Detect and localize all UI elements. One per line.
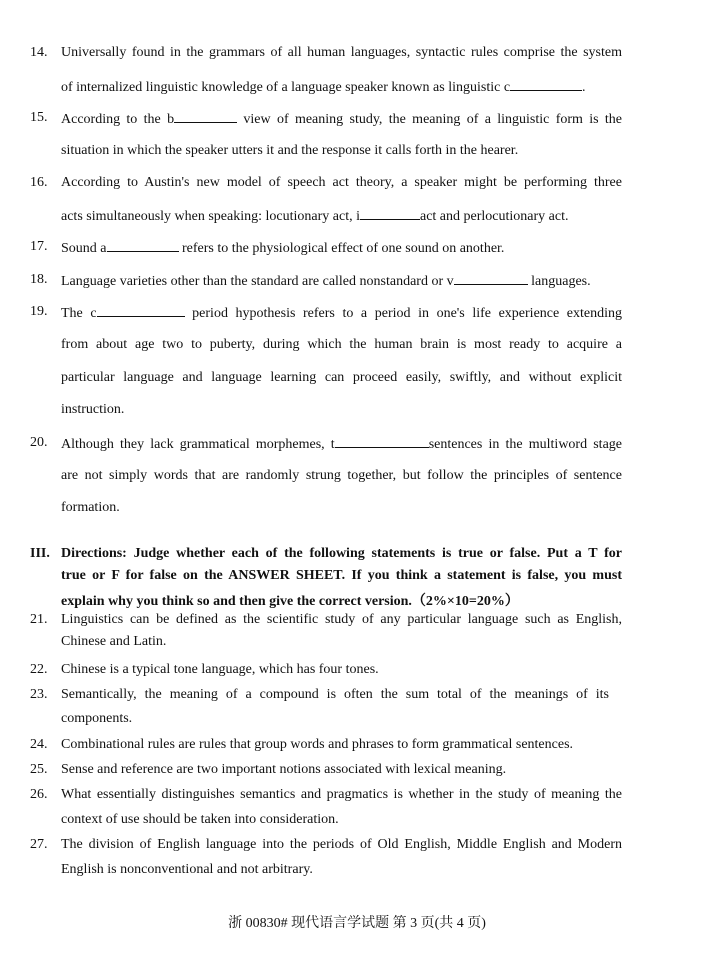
question-text: Sense and reference are two important notions associated with lexical meaning. bbox=[61, 762, 507, 777]
question-number: 15. bbox=[30, 110, 48, 125]
directions-text: true or F for false on the ANSWER SHEET. If you think a statement is false, you must bbox=[61, 568, 622, 583]
question-text: context of use should be taken into consideration. bbox=[61, 812, 339, 827]
question-text: Universally found in the grammars of all human languages, syntactic rules comprise the system bbox=[61, 45, 622, 60]
question-number: 14. bbox=[30, 45, 48, 60]
answer-blank[interactable] bbox=[510, 78, 582, 91]
question-text: Chinese is a typical tone language, which has four tones. bbox=[61, 662, 379, 677]
question-text: English is nonconventional and not arbitrary. bbox=[61, 862, 313, 877]
question-text: Language varieties other than the standard are called nonstandard or v languages. bbox=[61, 274, 591, 289]
page-footer: 浙 00830# 现代语言学试题 第 3 页(共 4 页) bbox=[228, 916, 486, 931]
question-text: Sound a refers to the physiological effect of one sound on another. bbox=[61, 241, 505, 256]
section-number: III. bbox=[30, 546, 50, 561]
question-text: According to Austin's new model of speech act theory, a speaker might be performing three bbox=[61, 175, 622, 190]
answer-blank[interactable] bbox=[107, 239, 179, 252]
question-text: Combinational rules are rules that group words and phrases to form grammatical sentences. bbox=[61, 737, 574, 752]
question-number: 17. bbox=[30, 239, 48, 254]
answer-blank[interactable] bbox=[335, 435, 429, 448]
question-text: are not simply words that are randomly strung together, but follow the principles of sentence bbox=[61, 468, 622, 483]
question-number: 23. bbox=[30, 687, 48, 702]
question-text: Although they lack grammatical morphemes, t sentences in the multiword stage bbox=[61, 437, 623, 452]
question-number: 19. bbox=[30, 304, 48, 319]
question-number: 20. bbox=[30, 435, 48, 450]
question-number: 18. bbox=[30, 272, 48, 287]
question-number: 27. bbox=[30, 837, 48, 852]
question-text: According to the b view of meaning study, the meaning of a linguistic form is the bbox=[61, 112, 623, 127]
question-text: Semantically, the meaning of a compound is often the sum total of the meanings of its bbox=[61, 687, 609, 702]
question-text: of internalized linguistic knowledge of a language speaker known as linguistic c . bbox=[61, 80, 586, 95]
question-number: 26. bbox=[30, 787, 48, 802]
directions-text: explain why you think so and then give the correct version.（2%×10=20%） bbox=[61, 594, 519, 609]
answer-blank[interactable] bbox=[454, 272, 528, 285]
question-text: instruction. bbox=[61, 402, 125, 417]
question-number: 22. bbox=[30, 662, 48, 677]
question-text: The c period hypothesis refers to a period in one's life experience extending bbox=[61, 306, 623, 321]
question-text: Linguistics can be defined as the scientific study of any particular language such as English, bbox=[61, 612, 622, 627]
answer-blank[interactable] bbox=[97, 304, 185, 317]
question-text: acts simultaneously when speaking: locutionary act, i act and perlocutionary act. bbox=[61, 209, 569, 224]
question-number: 16. bbox=[30, 175, 48, 190]
question-text: Chinese and Latin. bbox=[61, 634, 167, 649]
question-text: What essentially distinguishes semantics and pragmatics is whether in the study of meaning the bbox=[61, 787, 622, 802]
question-text: particular language and language learning can proceed easily, swiftly, and without explicit bbox=[61, 370, 622, 385]
directions-text: Directions: Judge whether each of the following statements is true or false. Put a T for bbox=[61, 546, 622, 561]
question-text: components. bbox=[61, 711, 133, 726]
question-text: formation. bbox=[61, 500, 120, 515]
question-text: from about age two to puberty, during which the human brain is most ready to acquire a bbox=[61, 337, 622, 352]
question-number: 24. bbox=[30, 737, 48, 752]
answer-blank[interactable] bbox=[174, 110, 237, 123]
question-number: 25. bbox=[30, 762, 48, 777]
question-text: The division of English language into the periods of Old English, Middle English and Modern bbox=[61, 837, 622, 852]
answer-blank[interactable] bbox=[360, 207, 420, 220]
question-number: 21. bbox=[30, 612, 48, 627]
question-text: situation in which the speaker utters it and the response it calls forth in the hearer. bbox=[61, 143, 519, 158]
